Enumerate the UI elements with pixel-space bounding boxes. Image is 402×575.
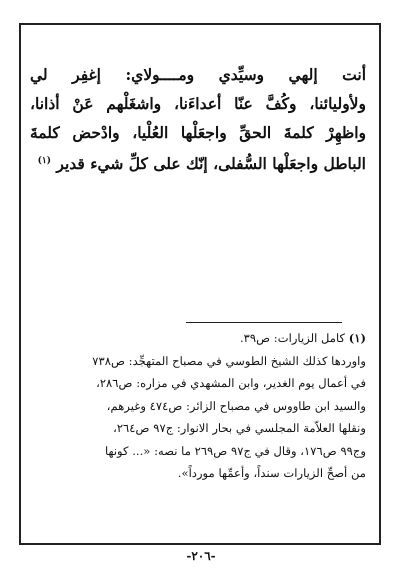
footnote-first-line [30, 327, 366, 350]
main-text-line: الباطل واجعَلْها السُّفلى، إنّك على كلِّ شيء قدير [56, 154, 366, 174]
main-text-line: ولأوليائنا، وكُفَّ عنّا أعداءَنا، واشغَلْهم عَنْ أذانا، [30, 94, 366, 113]
main-text-line-last [30, 147, 366, 178]
page-number: -٢٠٦- [186, 549, 216, 563]
footnote-line: والسيد ابن طاووس في مصباح الزائر: ص٤٧٤ وغيرهم، [106, 398, 366, 413]
main-text-line: واظهِرْ كلمةَ الحقِّ واجعَلْها العُلْيا، وادْحض كلمةَ [30, 123, 366, 142]
footnote-line: في أعمال يوم الغدير، وابن المشهدي في مزاره: ص٢٨٦، [96, 376, 366, 390]
footnote-line: ونقلها العلاّمة المجلسي في بحار الانوار: ج٩٧ ص٢٦٤، [113, 421, 366, 435]
footnote-line: كامل الزيارات: ص٣٩. [239, 331, 346, 345]
main-text-line: أنت إلهي وسيِّدي ومــــولاي: إغفِر لي [30, 65, 366, 84]
footnote-line: وج٩٩ ص١٧٦، وقال في ج٩٧ ص٢٦٩ ما نصه: «... كونها [104, 443, 366, 458]
footnote-marker: (١) [37, 156, 51, 166]
main-text-block [30, 60, 366, 178]
footnote-line: واوردها كذلك الشيخ الطوسي في مصباح المتهجِّد: ص٧٣٨ [92, 353, 366, 368]
footnote-ref-number: (١) [348, 331, 366, 345]
footnote-block [30, 327, 366, 485]
footnote-separator [186, 322, 342, 323]
footnote-line: من أصحِّ الزيارات سنداً، وأعمِّها مورداً». [177, 466, 366, 480]
